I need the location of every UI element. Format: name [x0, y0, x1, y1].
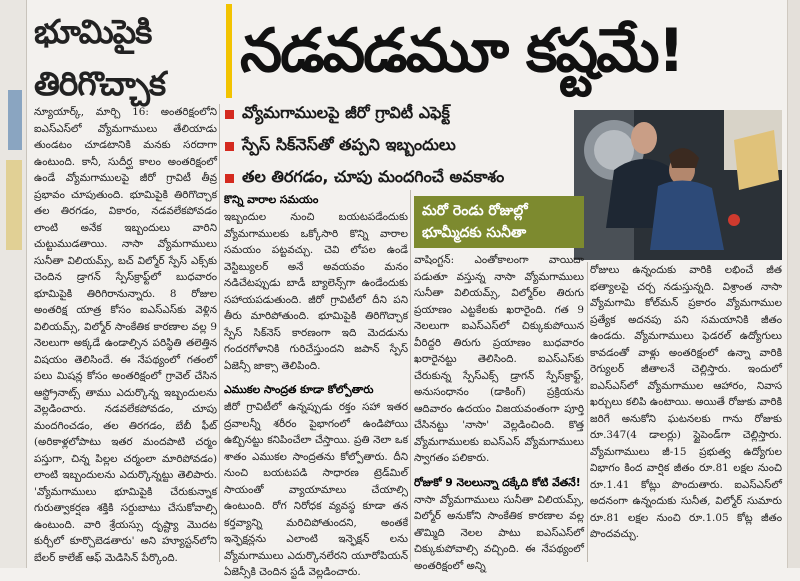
bullet-square-icon	[225, 174, 234, 183]
article-column-2	[224, 190, 408, 578]
column-divider	[410, 190, 411, 562]
bullet-square-icon	[225, 110, 234, 119]
highlight-line-1: మరో రెండు రోజుల్లో	[422, 203, 528, 219]
bullet-item	[225, 98, 570, 130]
bullet-text: స్పేస్ సిక్‌నెస్‌తో తప్పని ఇబ్బందులు	[242, 134, 456, 154]
highlight-box	[414, 196, 584, 248]
section-subheading: రోజుకో 9 నెలలున్నా దక్కేది కోటి వేతనే!	[414, 475, 581, 489]
adjacent-page-edge	[0, 0, 27, 568]
article-paragraph: జీరో గ్రావిటీలో ఉన్నప్పుడు రక్తం సహా ఇతర ద్రవాలన్నీ శరీరం పైభాగంలో ఉండిపోయి ఉబ్బినట్టు కనిపించేలా చేస్తాయి. ప్రతి నెలా ఒక శాతం ఎముకల సాంద్రతను కోల్పోతారు. దీని నుంచి బయటపడి సాధారణ ట్రెడ్‌మిల్ సాయంతో వ్యాయామాలు చేయాల్సి ఉంటుంది. రోగ నిరోధక వ్యవస్థ కూడా తన కర్తవ్యాన్ని మరిచిపోతుందని, అంతకే ఇన్ఫెక్షన్లను ఎలాంటి ఇన్ఫెక్షన్ లను వ్యోమగాములు ఎదుర్కొనలేరని యూరోపియన్ ఏజెన్సీకి చెందిన స్టడీ వెల్లడించారు.	[224, 401, 408, 578]
article-column-3	[414, 252, 584, 572]
astronauts-photo-illustration	[574, 110, 782, 260]
page-edge-right	[787, 0, 800, 568]
bullet-list	[225, 98, 570, 194]
article-paragraph: రోజులు ఉన్నందుకు వారికి లభించే జీత భత్యాలపై చర్చ నడుస్తున్నది. విశ్రాంత నాసా వ్యోమగామి కోల్‌మన్ ప్రకారం వ్యోమగాముల ప్రత్యేక అదనపు పని సమయానికి జీతం ఉండదు. వ్యోమగాములు ఫెడరల్ ఉద్యోగులు కావడంతో వాళ్లు అంతరిక్షంలో ఉన్నా వారికి రెగ్యులర్ జీతాలనే చెల్లిస్తారు. ఇందులో ఐఎస్ఎస్‌లో వ్యోమగాముల ఆహారం, నివాస ఖర్చులు కలిపి ఉంటాయి. అయితే రోజుకు వారికి జరిగే అనుకోని ఘటనలకు గాను రోజుకు రూ.347(4 డాలర్లు) స్టైపెండ్‌గా చెల్లిస్తారు. వ్యోమగాములు జీ-15 ప్రభుత్వ ఉద్యోగుల విభాగం కింద వార్షిక జీతం రూ.81 లక్షల నుంచి రూ.1.41 కోట్లు పొందుతారు. ఐఎస్ఎస్‌లో అదనంగా ఉన్నందుకు సునీత, విల్మోర్ సుమారు రూ.81 లక్షల నుంచి రూ.1.05 కోట్ల జీతం పొందవచ్చు.	[590, 264, 782, 540]
bullet-square-icon	[225, 142, 234, 151]
article-paragraph: నాసా వ్యోమగాములు సునీతా విలియమ్స్, విల్మోర్ అనుకోని సాంకేతిక కారణాల వల్ల తొమ్మిది నెలల పాటు ఐఎస్ఎస్‌లో చిక్కుకుపోవాల్సి వచ్చింది. ఈ నేపథ్యంలో అంతరిక్షంలో అన్ని	[414, 493, 584, 572]
highlight-line-2: భూమ్మీదకు సునీతా	[422, 225, 527, 241]
article-column-1	[34, 104, 217, 562]
section-subheading: కొన్ని వారాల సమయం	[224, 193, 319, 206]
bullet-item	[225, 130, 570, 162]
kicker-line-2: తిరిగొచ్చాక	[34, 64, 166, 103]
kicker-line-1: భూమిపైకి	[34, 12, 152, 51]
edge-color-block	[6, 160, 22, 250]
kicker	[34, 6, 224, 110]
column-divider	[587, 262, 588, 562]
bullet-text: తల తిరగడం, చూపు మందగించే అవకాశం	[242, 166, 505, 186]
headline: నడవడమూ కష్టమే!	[240, 16, 683, 86]
column-divider	[219, 104, 220, 562]
astronauts-photo	[574, 110, 782, 260]
section-subheading: ఎముకల సాంద్రత కూడా కోల్పోతారు	[224, 383, 374, 396]
article-paragraph: ఇబ్బందుల నుంచి బయటపడేందుకు వ్యోమగాములకు ఒక్కోసారి కొన్ని వారాల సమయం పట్టవచ్చు. చెవి లోపల ఉండే వెస్టిబ్యులర్ అనే అవయవం మనం నడిచేటప్పుడు బాడీ బ్యాలెన్స్‌గా ఉండేందుకు సహాయపడుతుంది. జీరో గ్రావిటీలో దీని పని తీరు మారిపోతుంది. భూమిపైకి తిరిగొచ్చాక స్పేస్ సిక్‌నెస్ కారణంగా ఇది మెదడును గందరగోళానికి గురిచేస్తుందని జపాన్ స్పేస్ ఏజెన్సీ జాక్సా తెలిపింది.	[224, 211, 408, 372]
article-column-4	[590, 262, 782, 562]
article-paragraph: వాషింగ్టన్: ఎంతోకాలంగా వాయిదా పడుతూ వస్తున్న నాసా వ్యోమగాములు సునీతా విలియమ్స్, విల్మోర్‌ల తిరుగు ప్రయాణం ఎట్టకేలకు ఖరారైంది. గత 9 నెలలుగా ఐఎస్ఎస్‌లో చిక్కుకుపోయిన వీరిద్దరి తిరుగు ప్రయాణం బుధవారం ఖరారైనట్టు తెలిసింది. ఐఎస్ఎస్‌కు చేరుకున్న స్పేస్‌ఎక్స్ డ్రాగన్ స్పేస్‌క్రాఫ్ట్, అనుసంధానం (డాకింగ్) ప్రక్రియను ఆదివారం ఉదయం విజయవంతంగా పూర్తి చేసినట్టు 'నాసా' వెల్లడించింది. కొత్త వ్యోమగాములకు ఐఎస్ఎస్ వ్యోమగాములు స్వాగతం పలికారు.	[414, 254, 584, 464]
yellow-divider	[226, 4, 232, 98]
edge-color-block	[8, 90, 22, 150]
article-paragraph: న్యూయార్క్, మార్చి 16: అంతరిక్షంలోని ఐఎస్ఎస్‌లో వ్యోమగాములు తేలియాడు తుండటం చూడటానికి మనకు సరదాగా ఉంటుంది. కానీ, సుదీర్ఘ కాలం అంతరిక్షంలో ఉండే వ్యోమగాములపై జీరో గ్రావిటీ తీవ్ర ప్రభావం చూపుతుంది. భూమిపైకి తిరిగొచ్చాక తల తిరగడం, వికారం, నడవలేకపోవడం లాంటి అనేక ఇబ్బందులు వారిని చుట్టుముడతాయి. నాసా వ్యోమగాములు సునీతా విలియమ్స్, బచ్ విల్మోర్ స్పేస్ ఎక్స్‌కు చెందిన డ్రాగన్ స్పేస్‌క్రాఫ్ట్‌లో బుధవారం భూమిపైకి తిరిగిరానున్నారు. 8 రోజుల అంతరిక్ష యాత్ర కోసం ఐఎస్ఎస్‌కు వెళ్లిన విలియమ్స్, విల్మోర్ సాంకేతిక కారణాల వల్ల 9 నెలలుగా అక్కడే ఉండాల్సిన పరిస్థితి తలెత్తిన విషయం తెలిసిందే. ఈ నేపథ్యంలో గతంలో పలు మిషన్ల కోసం అంతరిక్షంలో గ్రావెల్ చేసిన ఆస్ట్రోనాట్స్ తాము ఎదుర్కొన్న ఇబ్బందులను వెల్లడించారు. నడవలేకపోవడం, చూపు మందగించడం, తల తిరగడం, బేబీ ఫీట్ (అరికాళ్లలోపాటు ఇతర మందపాటి చర్మం పస్తుగా, చిన్న పిల్లల చర్మంలా మారిపోవడం) లాంటి ఇబ్బందులను ఎదుర్కొన్నట్టు తెలిపారు. 'వ్యోమగాములు భూమిపైకి చేరుకున్నాక గురుత్వాకర్షణ శక్తికి సర్దుబాటు చేసుకోవాల్సి ఉంటుంది. వారి శ్రేయస్సు దృష్ట్యా మొదట కుర్చీలో కూర్చొబెడతారు' అని హ్యూస్టన్‌లోని బేలర్ కాలేజ్ ఆఫ్ మెడిసిన్ పేర్కొంది.	[34, 106, 217, 564]
bullet-text: వ్యోమగాముల‌పై జీరో గ్రావిటీ ఎఫెక్ట్	[242, 102, 450, 122]
